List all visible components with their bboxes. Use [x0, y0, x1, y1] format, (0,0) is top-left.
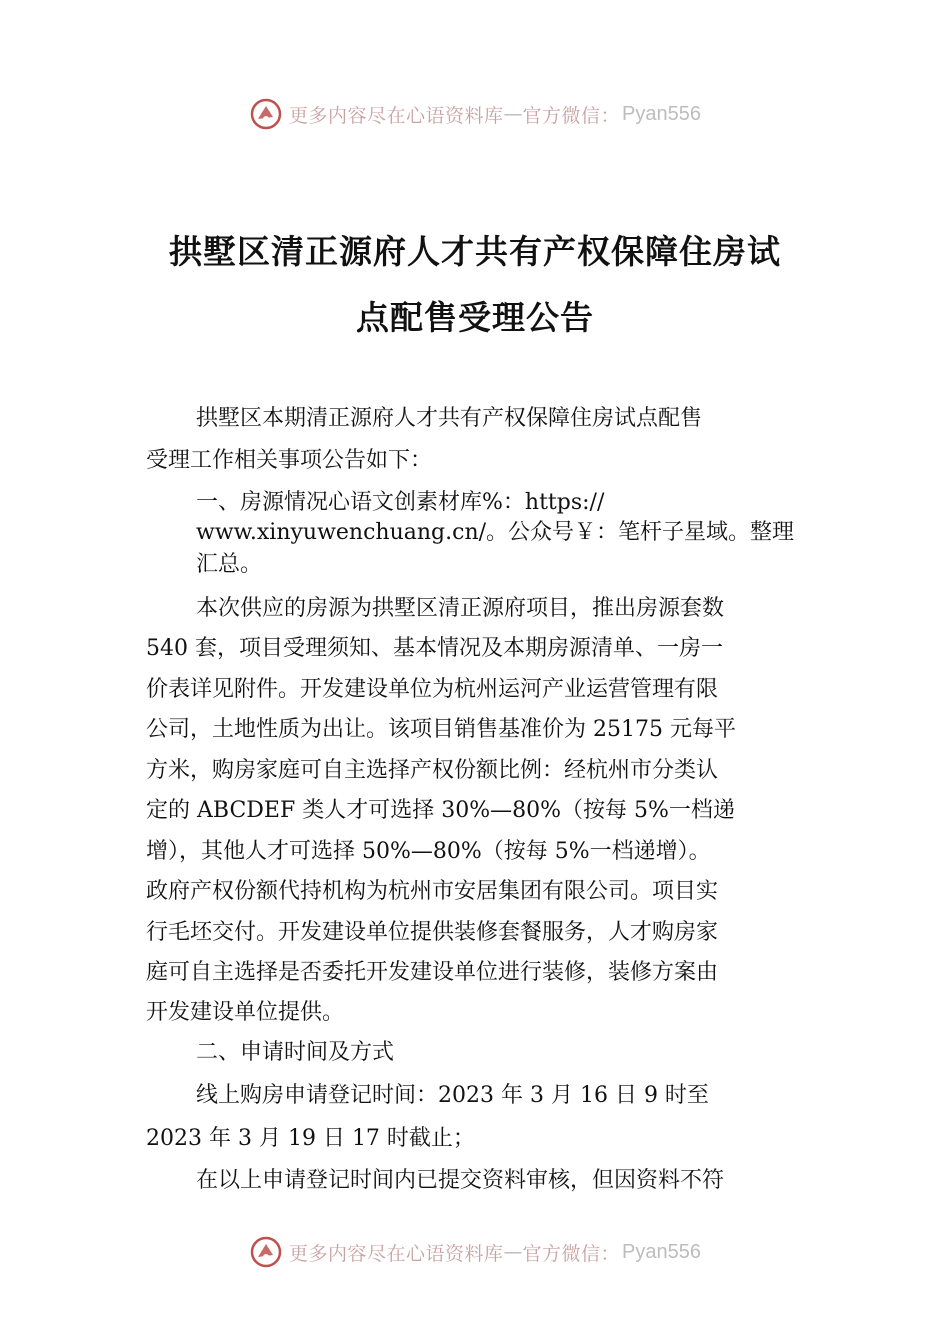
watermark-brand: 更多内容尽在心语资料库 — [289, 1242, 504, 1265]
watermark-wechat-label: 官方微信： — [522, 1242, 621, 1265]
section-1-heading-line: www.xinyuwenchuang.cn/。公众号￥：笔杆子星域。整理 — [196, 520, 795, 545]
application-time-line: 2023 年 3 月 19 日 17 时截止； — [146, 1126, 475, 1151]
watermark-separator: — — [503, 103, 523, 125]
intro-paragraph-line: 拱墅区本期清正源府人才共有产权保障住房试点配售 — [196, 406, 703, 431]
brand-logo-icon — [249, 1235, 283, 1269]
header-watermark — [0, 94, 950, 134]
watermark-wechat-id: Pyan556 — [622, 1240, 701, 1263]
watermark-wechat-label: 官方微信： — [522, 104, 621, 127]
housing-paragraph-line: 方米，购房家庭可自主选择产权份额比例：经杭州市分类认 — [146, 758, 719, 783]
housing-paragraph-line: 540 套，项目受理须知、基本情况及本期房源清单、一房一 — [146, 636, 723, 661]
housing-paragraph-line: 开发建设单位提供。 — [146, 1000, 345, 1025]
housing-paragraph-line: 庭可自主选择是否委托开发建设单位进行装修，装修方案由 — [146, 960, 719, 985]
housing-paragraph-line: 公司，土地性质为出让。该项目销售基准价为 25175 元每平 — [146, 717, 736, 742]
housing-paragraph-line: 政府产权份额代持机构为杭州市安居集团有限公司。项目实 — [146, 879, 719, 904]
watermark-separator: — — [503, 1241, 523, 1263]
document-title-line-2: 点配售受理公告 — [356, 298, 594, 337]
document-title-line-1: 拱墅区清正源府人才共有产权保障住房试 — [169, 232, 781, 271]
housing-paragraph-line: 定的 ABCDEF 类人才可选择 30%—80%（按每 5%一档递 — [146, 798, 735, 823]
review-paragraph-line: 在以上申请登记时间内已提交资料审核，但因资料不符 — [196, 1168, 725, 1193]
intro-paragraph-line: 受理工作相关事项公告如下： — [146, 448, 433, 473]
section-2-heading: 二、申请时间及方式 — [196, 1040, 395, 1065]
watermark-brand: 更多内容尽在心语资料库 — [289, 104, 504, 127]
housing-paragraph-line: 增），其他人才可选择 50%—80%（按每 5%一档递增）。 — [146, 839, 711, 864]
housing-paragraph-line: 行毛坯交付。开发建设单位提供装修套餐服务，人才购房家 — [146, 920, 719, 945]
application-time-line: 线上购房申请登记时间：2023 年 3 月 16 日 9 时至 — [196, 1083, 709, 1108]
housing-paragraph-line: 价表详见附件。开发建设单位为杭州运河产业运营管理有限 — [146, 677, 719, 702]
brand-logo-icon — [249, 97, 283, 131]
section-1-heading-line: 一、房源情况心语文创素材库%：https:// — [196, 490, 605, 515]
watermark-wechat-id: Pyan556 — [622, 102, 701, 125]
footer-watermark — [0, 1232, 950, 1272]
housing-paragraph-line: 本次供应的房源为拱墅区清正源府项目，推出房源套数 — [196, 596, 725, 621]
section-1-heading-line: 汇总。 — [196, 552, 263, 577]
